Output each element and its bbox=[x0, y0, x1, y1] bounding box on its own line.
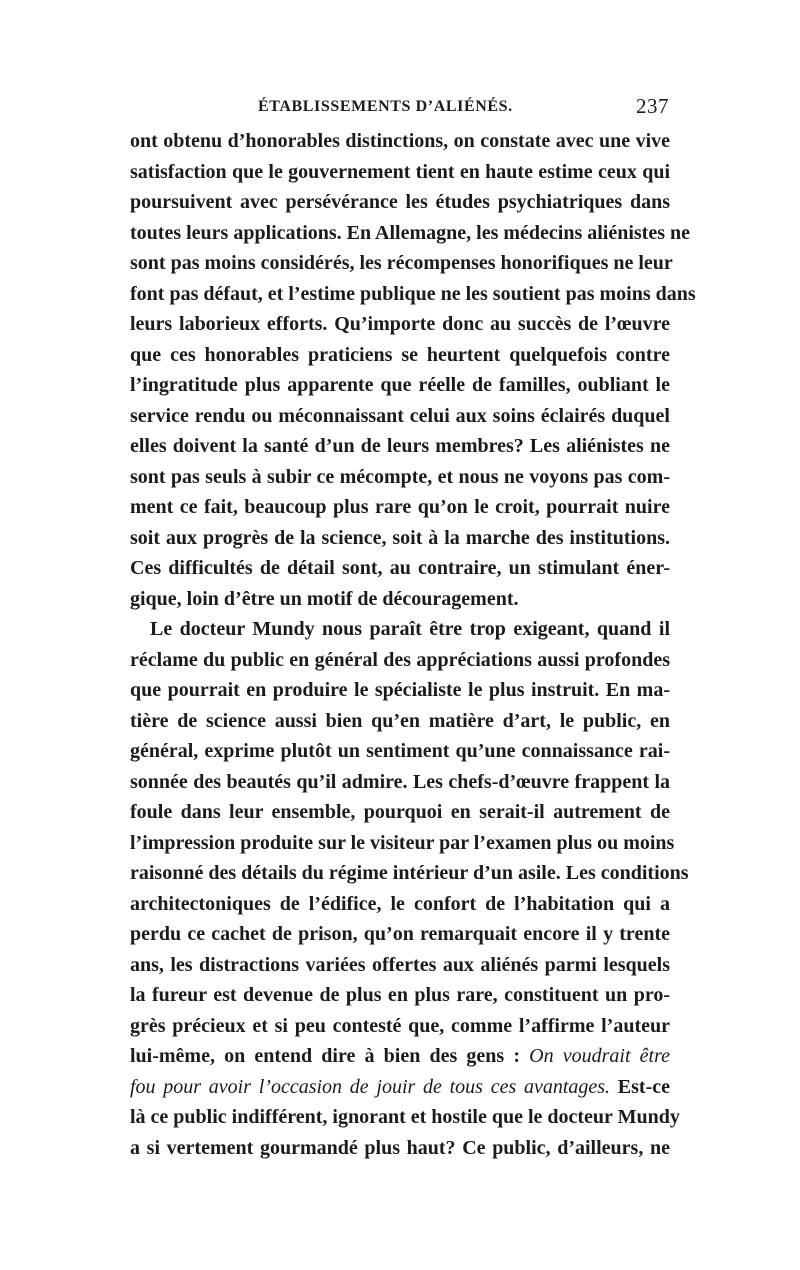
text-line: que ces honorables praticiens se heurtent quelquefois contre bbox=[130, 343, 670, 366]
text-line: tière de science aussi bien qu’en matière d’art, le public, en bbox=[130, 709, 670, 732]
text-line: soit aux progrès de la science, soit à la marche des institutions. bbox=[130, 526, 670, 549]
text-line: service rendu ou méconnaissant celui aux soins éclairés duquel bbox=[130, 404, 670, 427]
text-line: Ces difficultés de détail sont, au contraire, un stimulant éner- bbox=[130, 557, 670, 579]
italic-quote-segment: On voudrait être bbox=[529, 1045, 670, 1067]
text-line: a si vertement gourmandé plus haut? Ce public, d’ailleurs, ne bbox=[130, 1136, 670, 1159]
text-line: réclame du public en général des appréciations aussi profondes bbox=[130, 648, 670, 671]
text-line: sont pas moins considérés, les récompenses honorifiques ne leur bbox=[130, 252, 673, 274]
text-line: perdu ce cachet de prison, qu’on remarquait encore il y trente bbox=[130, 923, 670, 945]
italic-quote-segment: fou pour avoir l’occasion de jouir de tous ces avantages. bbox=[130, 1075, 611, 1098]
text-line: général, exprime plutôt un sentiment qu’une connaissance rai- bbox=[130, 740, 670, 762]
text-line: ont obtenu d’honorables distinctions, on constate avec une vive bbox=[130, 130, 670, 152]
text-segment: Est-ce bbox=[610, 1075, 670, 1098]
text-line: la fureur est devenue de plus en plus rare, constituent un pro- bbox=[130, 984, 670, 1006]
text-line: font pas défaut, et l’estime publique ne les soutient pas moins dans bbox=[130, 282, 696, 305]
text-line: sonnée des beautés qu’il admire. Les chefs-d’œuvre frappent la bbox=[130, 770, 670, 793]
text-line: l’ingratitude plus apparente que réelle de familles, oubliant le bbox=[130, 374, 670, 396]
text-line: l’impression produite sur le visiteur par l’examen plus ou moins bbox=[130, 831, 675, 854]
body-text bbox=[130, 126, 696, 1163]
text-line: grès précieux et si peu contesté que, comme l’affirme l’auteur bbox=[130, 1014, 670, 1037]
text-line-with-quote bbox=[130, 1041, 670, 1072]
running-title: ÉTABLISSEMENTS D’ALIÉNÉS. bbox=[258, 98, 513, 115]
text-line: elles doivent la santé d’un de leurs membres? Les aliénistes ne bbox=[130, 435, 670, 457]
text-line: architectoniques de l’édifice, le confort de l’habitation qui a bbox=[130, 892, 670, 915]
page-number: 237 bbox=[636, 94, 669, 118]
paragraph-start-line: Le docteur Mundy nous paraît être trop exigeant, quand il bbox=[150, 618, 670, 640]
running-header bbox=[258, 94, 672, 120]
text-line: que pourrait en produire le spécialiste le plus instruit. En ma- bbox=[130, 679, 670, 701]
text-line: leurs laborieux efforts. Qu’importe donc au succès de l’œuvre bbox=[130, 313, 670, 335]
text-line: sont pas seuls à subir ce mécompte, et nous ne voyons pas com- bbox=[130, 465, 670, 488]
text-line: foule dans leur ensemble, pourquoi en serait-il autrement de bbox=[130, 801, 670, 823]
text-line: toutes leurs applications. En Allemagne, les médecins aliénistes ne bbox=[130, 221, 690, 244]
paragraph-end-line: gique, loin d’être un motif de découragement. bbox=[130, 587, 519, 610]
text-line: là ce public indifférent, ignorant et hostile que le docteur Mundy bbox=[130, 1106, 680, 1128]
text-segment: lui-même, on entend dire à bien des gens : bbox=[130, 1045, 530, 1067]
text-line: ans, les distractions variées offertes aux aliénés parmi lesquels bbox=[130, 953, 670, 976]
text-line: ment ce fait, beaucoup plus rare qu’on le croit, pourrait nuire bbox=[130, 496, 670, 518]
text-line: raisonné des détails du régime intérieur d’un asile. Les conditions bbox=[130, 862, 689, 884]
text-line: satisfaction que le gouvernement tient en haute estime ceux qui bbox=[130, 160, 670, 183]
text-line-with-quote bbox=[130, 1072, 670, 1103]
text-line: poursuivent avec persévérance les études psychiatriques dans bbox=[130, 191, 670, 213]
